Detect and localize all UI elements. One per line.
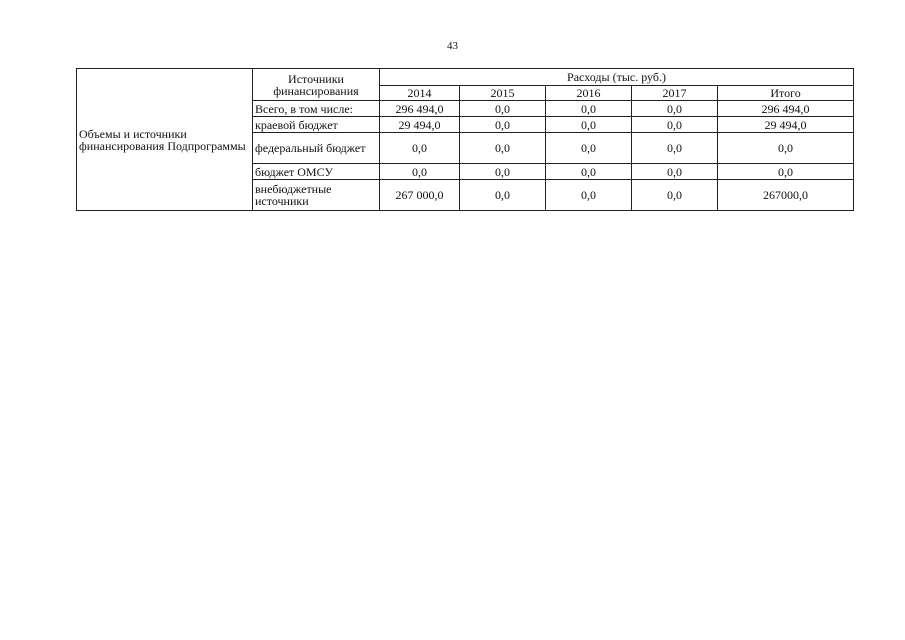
value-cell: 0,0: [546, 101, 632, 117]
total-cell: 29 494,0: [718, 117, 854, 133]
value-cell: 0,0: [380, 133, 460, 164]
value-cell: 0,0: [460, 101, 546, 117]
value-cell: 0,0: [546, 180, 632, 211]
value-cell: 267 000,0: [380, 180, 460, 211]
value-cell: 296 494,0: [380, 101, 460, 117]
value-cell: 0,0: [460, 180, 546, 211]
page-number: 43: [447, 40, 458, 52]
value-cell: 0,0: [460, 164, 546, 180]
value-cell: 0,0: [632, 133, 718, 164]
source-cell: бюджет ОМСУ: [253, 164, 380, 180]
source-cell: внебюджетные источники: [253, 180, 380, 211]
total-cell: 296 494,0: [718, 101, 854, 117]
year-header-2014: 2014: [380, 86, 460, 101]
value-cell: 0,0: [632, 101, 718, 117]
value-cell: 0,0: [632, 117, 718, 133]
value-cell: 0,0: [460, 117, 546, 133]
value-cell: 0,0: [546, 164, 632, 180]
sources-header: Источники финансирования: [253, 69, 380, 101]
total-cell: 0,0: [718, 164, 854, 180]
value-cell: 29 494,0: [380, 117, 460, 133]
value-cell: 0,0: [546, 133, 632, 164]
value-cell: 0,0: [546, 117, 632, 133]
expenses-header: Расходы (тыс. руб.): [380, 69, 854, 86]
total-cell: 267000,0: [718, 180, 854, 211]
value-cell: 0,0: [460, 133, 546, 164]
total-cell: 0,0: [718, 133, 854, 164]
total-header: Итого: [718, 86, 854, 101]
year-header-2015: 2015: [460, 86, 546, 101]
year-header-2017: 2017: [632, 86, 718, 101]
row-label-cell: Объемы и источники финансирования Подпрограммы: [77, 69, 253, 211]
source-cell: Всего, в том числе:: [253, 101, 380, 117]
value-cell: 0,0: [380, 164, 460, 180]
value-cell: 0,0: [632, 164, 718, 180]
source-cell: краевой бюджет: [253, 117, 380, 133]
value-cell: 0,0: [632, 180, 718, 211]
year-header-2016: 2016: [546, 86, 632, 101]
financing-table: [76, 68, 854, 211]
source-cell: федеральный бюджет: [253, 133, 380, 164]
